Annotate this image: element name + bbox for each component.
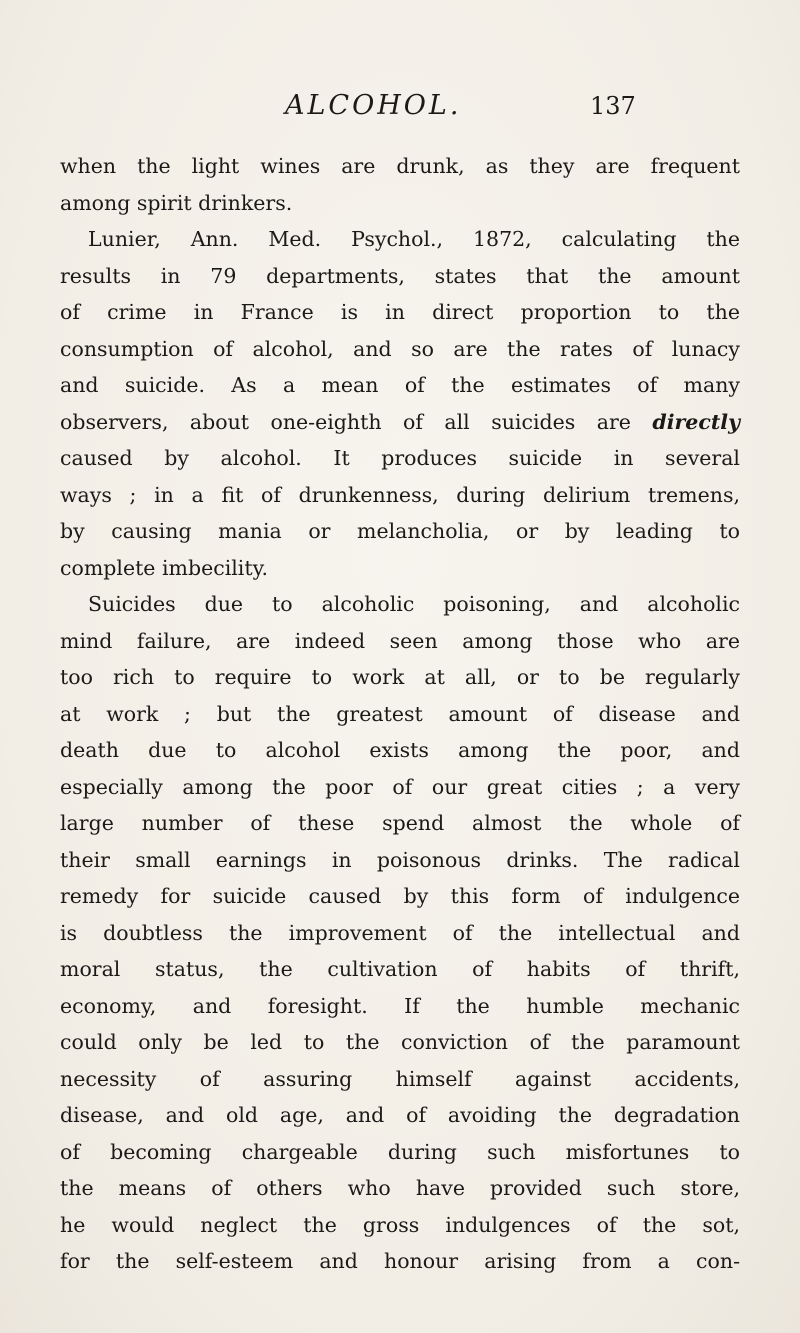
text-line: complete imbecility.: [60, 555, 268, 580]
text-line: too rich to require to work at all, or to be regularly: [60, 665, 740, 689]
text-line: when the light wines are drunk, as they are frequent: [60, 154, 740, 178]
running-title: ALCOHOL.: [285, 90, 462, 121]
text-line: of crime in France is in direct proportion to the: [60, 300, 740, 324]
page-header: [0, 90, 800, 130]
page-number: 137: [590, 92, 636, 120]
text-line: is doubtless the improvement of the intellectual and: [60, 920, 740, 945]
text-line: necessity of assuring himself against accidents,: [60, 1066, 740, 1091]
text-line: caused by alcohol. It produces suicide in several: [60, 446, 740, 470]
text-line: Suicides due to alcoholic poisoning, and alcoholic: [88, 592, 740, 616]
text-line: the means of others who have provided such store,: [60, 1176, 740, 1200]
text-line: results in 79 departments, states that the amount: [60, 263, 740, 288]
text-line: mind failure, are indeed seen among those who are: [60, 628, 740, 653]
text-line: consumption of alcohol, and so are the rates of lunacy: [60, 336, 740, 361]
text-line: at work ; but the greatest amount of disease and: [60, 701, 740, 726]
text-line: for the self-esteem and honour arising from a con-: [60, 1249, 740, 1273]
text-line: disease, and old age, and of avoiding the degradation: [60, 1103, 740, 1127]
italic-emphasis: directly: [652, 409, 740, 434]
text-line: especially among the poor of our great cities ; a very: [60, 774, 740, 799]
text-line: observers, about one-eighth of all suicides are directly: [60, 409, 740, 434]
text-line: their small earnings in poisonous drinks. The radical: [60, 847, 740, 872]
text-line: could only be led to the conviction of the paramount: [60, 1030, 740, 1054]
text-line: and suicide. As a mean of the estimates of many: [60, 373, 740, 397]
text-line: he would neglect the gross indulgences of the sot,: [60, 1212, 740, 1237]
text-line: among spirit drinkers.: [60, 190, 293, 215]
text-line: large number of these spend almost the whole of: [60, 811, 740, 835]
text-line: economy, and foresight. If the humble mechanic: [60, 993, 740, 1018]
text-line: ways ; in a fit of drunkenness, during delirium tremens,: [60, 482, 740, 507]
body-text: [60, 148, 740, 1280]
text-line: remedy for suicide caused by this form of indulgence: [60, 884, 740, 908]
text-line: Lunier, Ann. Med. Psychol., 1872, calculating the: [88, 227, 740, 251]
text-line: by causing mania or melancholia, or by leading to: [60, 519, 740, 543]
text-line: of becoming chargeable during such misfortunes to: [60, 1139, 740, 1164]
text-line: moral status, the cultivation of habits of thrift,: [60, 957, 740, 981]
text-line: death due to alcohol exists among the poor, and: [60, 738, 740, 762]
